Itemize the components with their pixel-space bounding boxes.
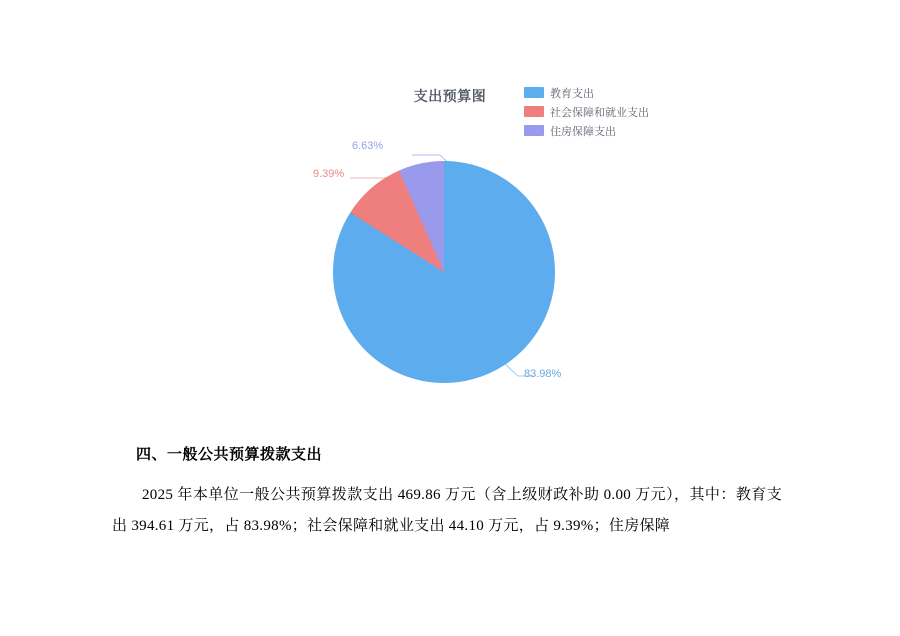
pie-value-label-housing: 6.63%: [352, 140, 384, 152]
section-heading: 四、一般公共预算拨款支出: [136, 446, 323, 463]
legend-item-education[interactable]: [524, 84, 704, 101]
legend-swatch-education: [524, 87, 544, 98]
paragraph-text: 2025 年本单位一般公共预算拨款支出 469.86 万元（含上级财政补助 0.00 万元），其中：教育支出 394.61 万元，占 83.98%；社会保障和就业支出 44.10 万元，占 9.39%；住房保障: [112, 487, 782, 534]
legend-label-housing: 住房保障支出: [550, 125, 616, 138]
pie-slices: [333, 161, 555, 383]
section-paragraph: [0, 480, 900, 542]
pie-figure: [333, 161, 555, 383]
pie-value-label-social-security: 9.39%: [313, 168, 345, 180]
legend-item-social-security[interactable]: [524, 103, 704, 120]
legend-label-education: 教育支出: [550, 87, 594, 100]
chart-title: 支出预算图: [413, 88, 487, 104]
legend-swatch-social-security: [524, 106, 544, 117]
document-body: [0, 440, 900, 542]
pie-value-label-education: 83.98%: [524, 368, 562, 380]
legend-label-social-security: 社会保障和就业支出: [550, 106, 649, 119]
